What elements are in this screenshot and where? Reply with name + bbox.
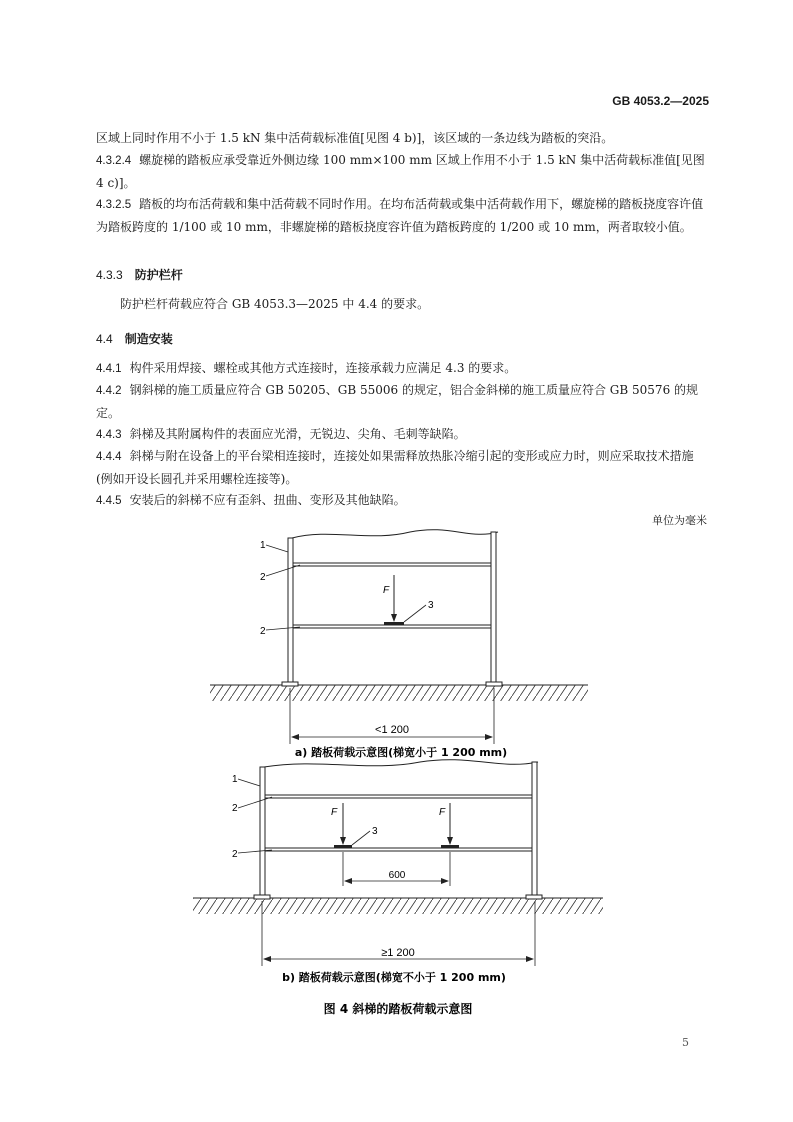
- lower-tread: [265, 848, 532, 851]
- left-base-plate: [254, 895, 270, 899]
- callout-2-lower: 2: [232, 849, 238, 860]
- clause-text: 钢斜梯的施工质量应符合 GB 50205、GB 55006 的规定，铝合金斜梯的施工质量应符合 GB 50576 的规定。: [96, 383, 699, 420]
- clause-number: 4.3.2.5: [96, 199, 132, 211]
- clause-number: 4.4.3: [96, 429, 122, 441]
- figure-title: 图 4 斜梯的踏板荷载示意图: [323, 1002, 473, 1016]
- left-base-plate: [282, 682, 298, 686]
- spacing-label: 600: [388, 870, 406, 881]
- clause-text: 安装后的斜梯不应有歪斜、扭曲、变形及其他缺陷。: [129, 493, 406, 507]
- dimension-label: ≥1 200: [381, 947, 415, 959]
- right-column: [491, 532, 496, 683]
- upper-tread: [293, 563, 491, 566]
- unit-note: 单位为毫米: [652, 514, 707, 527]
- break-line: [264, 760, 538, 767]
- ground-hatching: [210, 685, 588, 701]
- section-title: 防护栏杆: [134, 268, 183, 282]
- clause-number: 4.4.2: [96, 385, 122, 397]
- right-column: [532, 762, 537, 896]
- callout-2-lower: 2: [260, 626, 266, 637]
- section-number: 4.4: [96, 332, 113, 346]
- leader-line: [266, 545, 288, 552]
- clause-number: 4.4.1: [96, 363, 122, 375]
- break-line: [292, 530, 498, 538]
- dimension-label: <1 200: [375, 724, 409, 736]
- section-title: 制造安装: [124, 332, 173, 346]
- callout-3: 3: [372, 826, 378, 837]
- ground-hatching: [193, 898, 603, 914]
- load-area-plate-left: [334, 845, 352, 848]
- callout-1: 1: [232, 774, 238, 785]
- clause-text: 斜梯及其附属构件的表面应光滑，无锐边、尖角、毛刺等缺陷。: [129, 427, 466, 441]
- force-label-left: F: [331, 807, 338, 818]
- leader-line: [238, 797, 272, 808]
- load-area-plate: [384, 622, 404, 625]
- leader-line: [352, 831, 370, 845]
- leader-line: [404, 605, 426, 622]
- callout-1: 1: [260, 540, 266, 551]
- right-base-plate: [526, 895, 542, 899]
- leader-line: [266, 565, 300, 576]
- lower-tread: [293, 625, 491, 628]
- clause-number: 4.4.4: [96, 451, 122, 463]
- clause-text: 构件采用焊接、螺栓或其他方式连接时，连接承载力应满足 4.3 的要求。: [129, 361, 517, 375]
- figure-a-caption: a) 踏板荷载示意图(梯宽小于 1 200 mm): [294, 746, 508, 759]
- clause-number: 4.3.2.4: [96, 155, 132, 167]
- page-number: 5: [682, 1036, 689, 1049]
- figure-b-diagram: [193, 760, 603, 984]
- callout-3: 3: [428, 600, 434, 611]
- clause-text: 踏板的均布活荷载和集中活荷载不同时作用。在均布活荷载或集中活荷载作用下，螺旋梯的踏板挠度容许值为踏板跨度的 1/100 或 10 mm，非螺旋梯的踏板挠度容许值为踏板跨度的 1/200 或 10 mm，两者取较小值。: [96, 197, 704, 234]
- clause-number: 4.4.5: [96, 495, 122, 507]
- left-column: [288, 538, 293, 683]
- clause-text: 斜梯与附在设备上的平台梁相连接时，连接处如果需释放热胀冷缩引起的变形或应力时，则应采取技术措施(例如开设长圆孔并采用螺栓连接等)。: [96, 449, 694, 486]
- leader-line: [238, 779, 260, 786]
- callout-2-upper: 2: [232, 803, 238, 814]
- clause-text: 螺旋梯的踏板应承受靠近外侧边缘 100 mm×100 mm 区域上作用不小于 1.5 kN 集中活荷载标准值[见图 4 c)]。: [96, 153, 705, 190]
- force-label: F: [383, 585, 390, 596]
- left-column: [260, 767, 265, 896]
- figure-a-diagram: [210, 530, 588, 759]
- force-label-right: F: [439, 807, 446, 818]
- callout-2-upper: 2: [260, 572, 266, 583]
- standard-number: GB 4053.2—2025: [612, 94, 709, 108]
- right-base-plate: [486, 682, 502, 686]
- section-number: 4.3.3: [96, 268, 123, 282]
- figure-b-caption: b) 踏板荷载示意图(梯宽不小于 1 200 mm): [282, 971, 506, 984]
- paragraph-text: 区域上同时作用不小于 1.5 kN 集中活荷载标准值[见图 4 b)]，该区域的一条边线为踏板的突沿。: [96, 131, 614, 145]
- load-area-plate-right: [441, 845, 459, 848]
- upper-tread: [265, 795, 532, 798]
- section-4-3-3-text: 防护栏杆荷载应符合 GB 4053.3—2025 中 4.4 的要求。: [120, 297, 430, 311]
